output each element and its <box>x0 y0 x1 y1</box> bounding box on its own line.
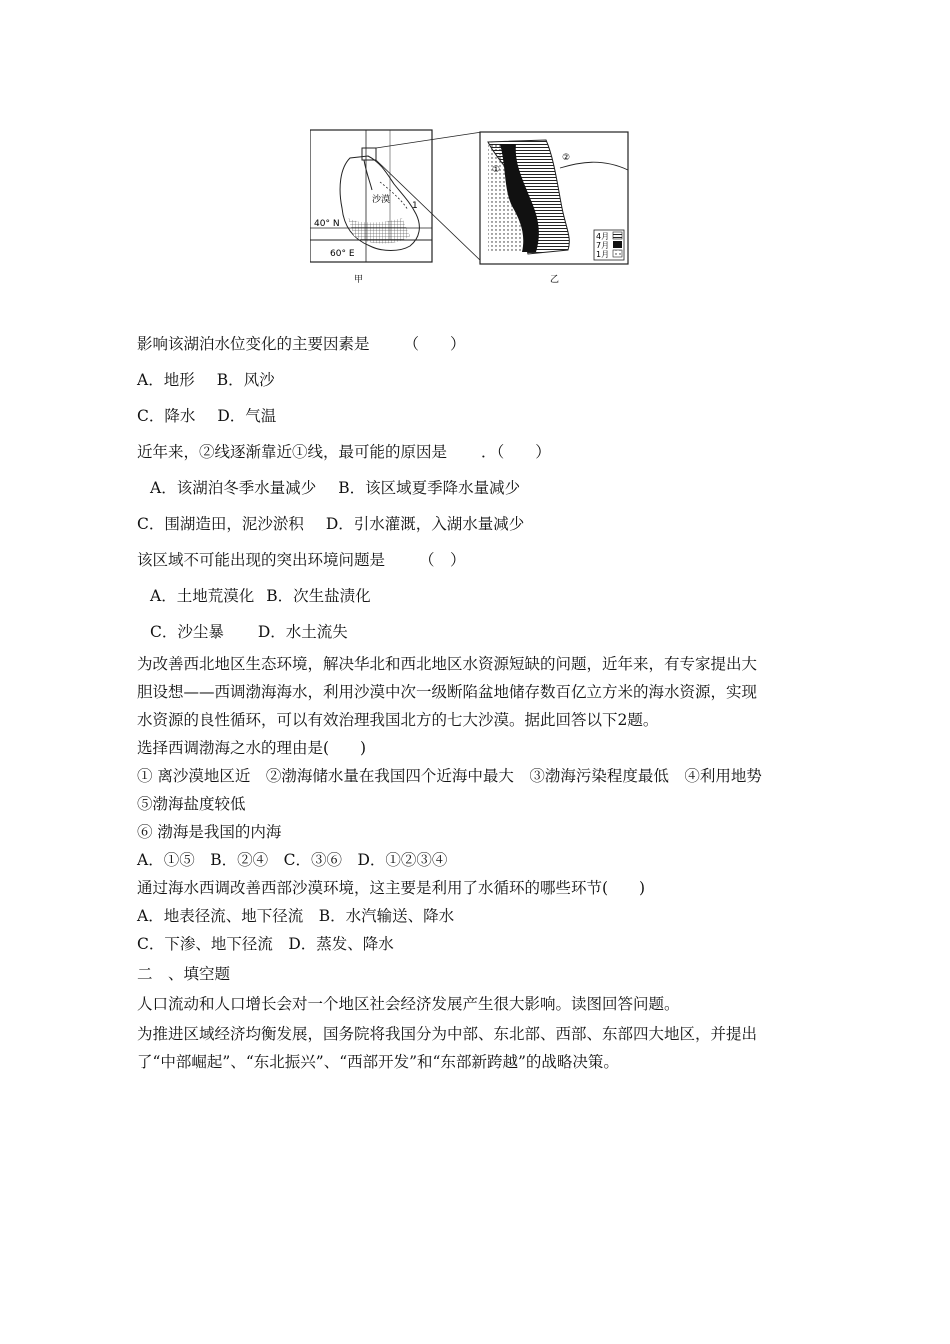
right-map <box>480 132 628 285</box>
option-a: A．该湖泊冬季水量减少 <box>150 479 317 497</box>
section-2-line-1: 人口流动和人口增长会对一个地区社会经济发展产生很大影响。读图回答问题。 <box>137 995 680 1013</box>
legend-january: 1月 <box>596 250 610 259</box>
option-c: C．沙尘暴 <box>150 623 224 641</box>
legend-july: 7月 <box>596 241 610 250</box>
question-4-items-2: ⑤渤海盐度较低 <box>137 795 246 813</box>
question-2-options-ab <box>150 478 520 498</box>
option-b: B．次生盐渍化 <box>266 587 371 605</box>
option-c: C．围湖造田，泥沙淤积 <box>137 515 304 533</box>
right-map-caption: 乙 <box>550 275 560 285</box>
question-4-items-3: ⑥ 渤海是我国的内海 <box>137 823 282 841</box>
option-d: D．引水灌溉，入湖水量减少 <box>325 515 525 533</box>
question-1-options-ab <box>137 370 275 390</box>
question-1-options-cd <box>137 406 276 426</box>
line-2-marker: ② <box>562 153 571 163</box>
question-4-items-1: ① 离沙漠地区近 ②渤海储水量在我国四个近海中最大 ③渤海污染程度最低 ④利用地势 <box>137 767 762 785</box>
question-2-stem: 近年来，②线逐渐靠近①线，最可能的原因是 ．（ ） <box>137 443 551 461</box>
question-5-options-1: A．地表径流、地下径流 B．水汽输送、降水 <box>137 907 455 925</box>
question-3-stem: 该区域不可能出现的突出环境问题是 （ ） <box>137 551 466 569</box>
question-2-options-cd <box>137 514 524 534</box>
legend-april: 4月 <box>596 232 610 241</box>
map-illustration <box>310 128 640 288</box>
passage-line-1: 为改善西北地区生态环境，解决华北和西北地区水资源短缺的问题，近年来，有专家提出大 <box>137 655 758 673</box>
section-2-line-3: 了“中部崛起”、“东北振兴”、“西部开发”和“东部新跨越”的战略决策。 <box>137 1053 619 1071</box>
longitude-label: 60° E <box>330 249 355 259</box>
lake-map-figure <box>310 128 640 288</box>
desert-label: 沙漠 <box>372 195 391 205</box>
line-1-marker: ① <box>492 165 501 175</box>
line-1-label: 1 <box>412 201 418 211</box>
question-4-stem: 选择西调渤海之水的理由是( ) <box>137 739 367 757</box>
latitude-label: 40° N <box>314 219 340 229</box>
section-2-line-2: 为推进区域经济均衡发展，国务院将我国分为中部、东北部、西部、东部四大地区，并提出 <box>137 1025 758 1043</box>
question-5-stem: 通过海水西调改善西部沙漠环境，这主要是利用了水循环的哪些环节( ) <box>137 879 646 897</box>
left-map-caption: 甲 <box>354 275 364 285</box>
section-2-heading: 二 、填空题 <box>137 965 231 983</box>
option-b: B．风沙 <box>216 371 275 389</box>
legend <box>594 230 624 260</box>
passage-line-3: 水资源的良性循环，可以有效治理我国北方的七大沙漠。据此回答以下2题。 <box>137 711 659 729</box>
question-5-options-2: C．下渗、地下径流 D．蒸发、降水 <box>137 935 394 953</box>
question-3-options-ab <box>150 586 371 606</box>
option-d: D．气温 <box>217 407 277 425</box>
option-a: A．土地荒漠化 <box>150 587 255 605</box>
question-4-options: A．①⑤ B．②④ C．③⑥ D．①②③④ <box>137 851 448 869</box>
left-map <box>310 130 432 285</box>
passage-line-2: 胆设想——西调渤海海水，利用沙漠中次一级断陷盆地储存数百亿立方米的海水资源，实现 <box>137 683 758 701</box>
option-c: C．降水 <box>137 407 196 425</box>
question-1-stem: 影响该湖泊水位变化的主要因素是 （ ） <box>137 335 466 353</box>
question-3-options-cd <box>150 622 348 642</box>
option-d: D．水土流失 <box>257 623 348 641</box>
option-a: A．地形 <box>137 371 195 389</box>
option-b: B．该区域夏季降水量减少 <box>338 479 521 497</box>
